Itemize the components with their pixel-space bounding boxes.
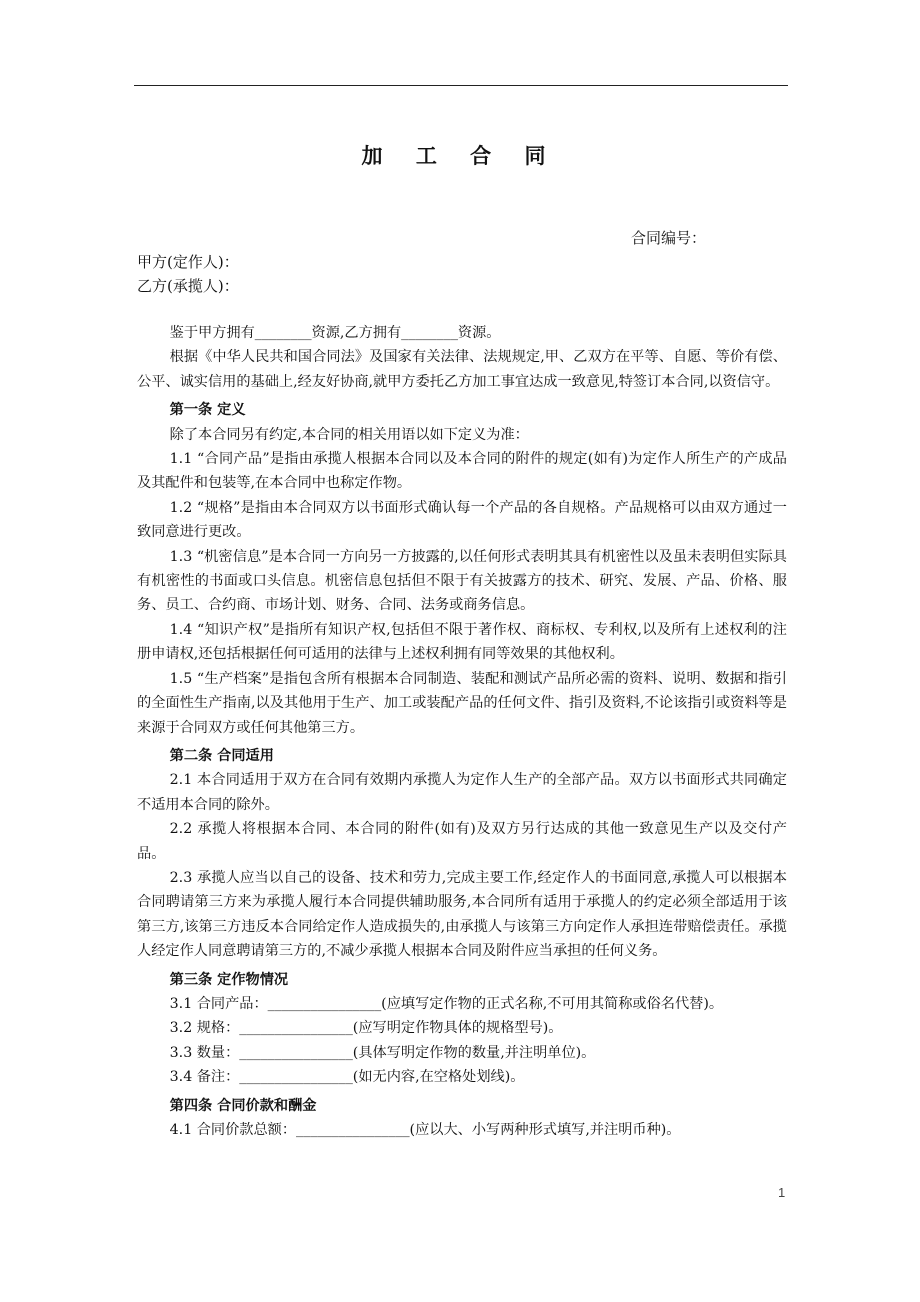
fill-in-line: 3.3 数量：________________(具体写明定作物的数量,并注明单位)。 [169,1044,596,1061]
article-heading: 第四条 合同价款和酬金 [169,1097,317,1114]
clause-paragraph: 2.2 承揽人将根据本合同、本合同的附件(如有)及双方另行达成的其他一致意见生产以及交付产品。 [137,821,787,862]
contract-body [137,321,787,1142]
header-rule [134,85,788,86]
clause-paragraph: 1.1 “合同产品”是指由承揽人根据本合同以及本合同的附件的规定(如有)为定作人所生产的产成品及其配件和包装等,在本合同中也称定作物。 [137,451,787,492]
parties-block [137,250,239,298]
fill-in-line: 3.4 备注：________________(如无内容,在空格处划线)。 [169,1069,525,1086]
fill-in-line: 3.2 规格：________________(应写明定作物具体的规格型号)。 [169,1020,563,1037]
article-heading: 第二条 合同适用 [169,747,274,764]
fill-in-line: 3.1 合同产品：________________(应填写定作物的正式名称,不可用其简称或俗名代替)。 [169,995,724,1012]
clause-paragraph: 1.3 “机密信息”是本合同一方向另一方披露的,以任何形式表明其具有机密性以及虽未表明但实际具有机密性的书面或口头信息。机密信息包括但不限于有关披露方的技术、研究、发展、产品、价格、服务、员工、合约商、市场计划、财务、合同、法务或商务信息。 [137,548,787,614]
article-heading: 第三条 定作物情况 [169,971,289,988]
preamble-paragraph: 根据《中华人民共和国合同法》及国家有关法律、法规规定,甲、乙双方在平等、自愿、等价有偿、公平、诚实信用的基础上,经友好协商,就甲方委托乙方加工事宜达成一致意见,特签订本合同,以资信守。 [137,349,787,390]
article-heading: 第一条 定义 [169,402,246,419]
clause-paragraph: 除了本合同另有约定,本合同的相关用语以如下定义为准： [169,426,529,443]
page-number: 1 [778,1185,786,1200]
clause-paragraph: 1.5 “生产档案”是指包含所有根据本合同制造、装配和测试产品所必需的资料、说明、数据和指引的全面性生产指南,以及其他用于生产、加工或装配产品的任何文件、指引及资料,不论该指引或资料等是来源于合同双方或任何其他第三方。 [137,670,787,736]
contract-number-label: 合同编号： [631,229,707,247]
document-title: 加 工 合 同 [361,143,559,168]
clause-paragraph: 1.2 “规格”是指由本合同双方以书面形式确认每一个产品的各自规格。产品规格可以由双方通过一致同意进行更改。 [137,499,787,541]
party-b-label: 乙方(承揽人)： [137,277,239,295]
fill-in-line: 4.1 合同价款总额：________________(应以大、小写两种形式填写,并注明币种)。 [169,1122,681,1138]
clause-paragraph: 1.4 “知识产权”是指所有知识产权,包括但不限于著作权、商标权、专利权,以及所有上述权利的注册申请权,还包括根据任何可适用的法律与上述权利拥有同等效果的其他权利。 [137,621,787,663]
clause-paragraph: 2.1 本合同适用于双方在合同有效期内承揽人为定作人生产的全部产品。双方以书面形式共同确定不适用本合同的除外。 [137,772,787,813]
party-a-label: 甲方(定作人)： [137,253,239,271]
clause-paragraph: 2.3 承揽人应当以自己的设备、技术和劳力,完成主要工作,经定作人的书面同意,承揽人可以根据本合同聘请第三方来为承揽人履行本合同提供辅助服务,本合同所有适用于承揽人的约定必须全部适用于该第三方,该第三方违反本合同给定作人造成损失的,由承揽人与该第三方向定作人承担连带赔偿责任。承揽人经定作人同意聘请第三方的,不减少承揽人根据本合同及附件应当承担的任何义务。 [137,869,787,960]
preamble-paragraph: 鉴于甲方拥有________资源,乙方拥有________资源。 [169,325,501,341]
